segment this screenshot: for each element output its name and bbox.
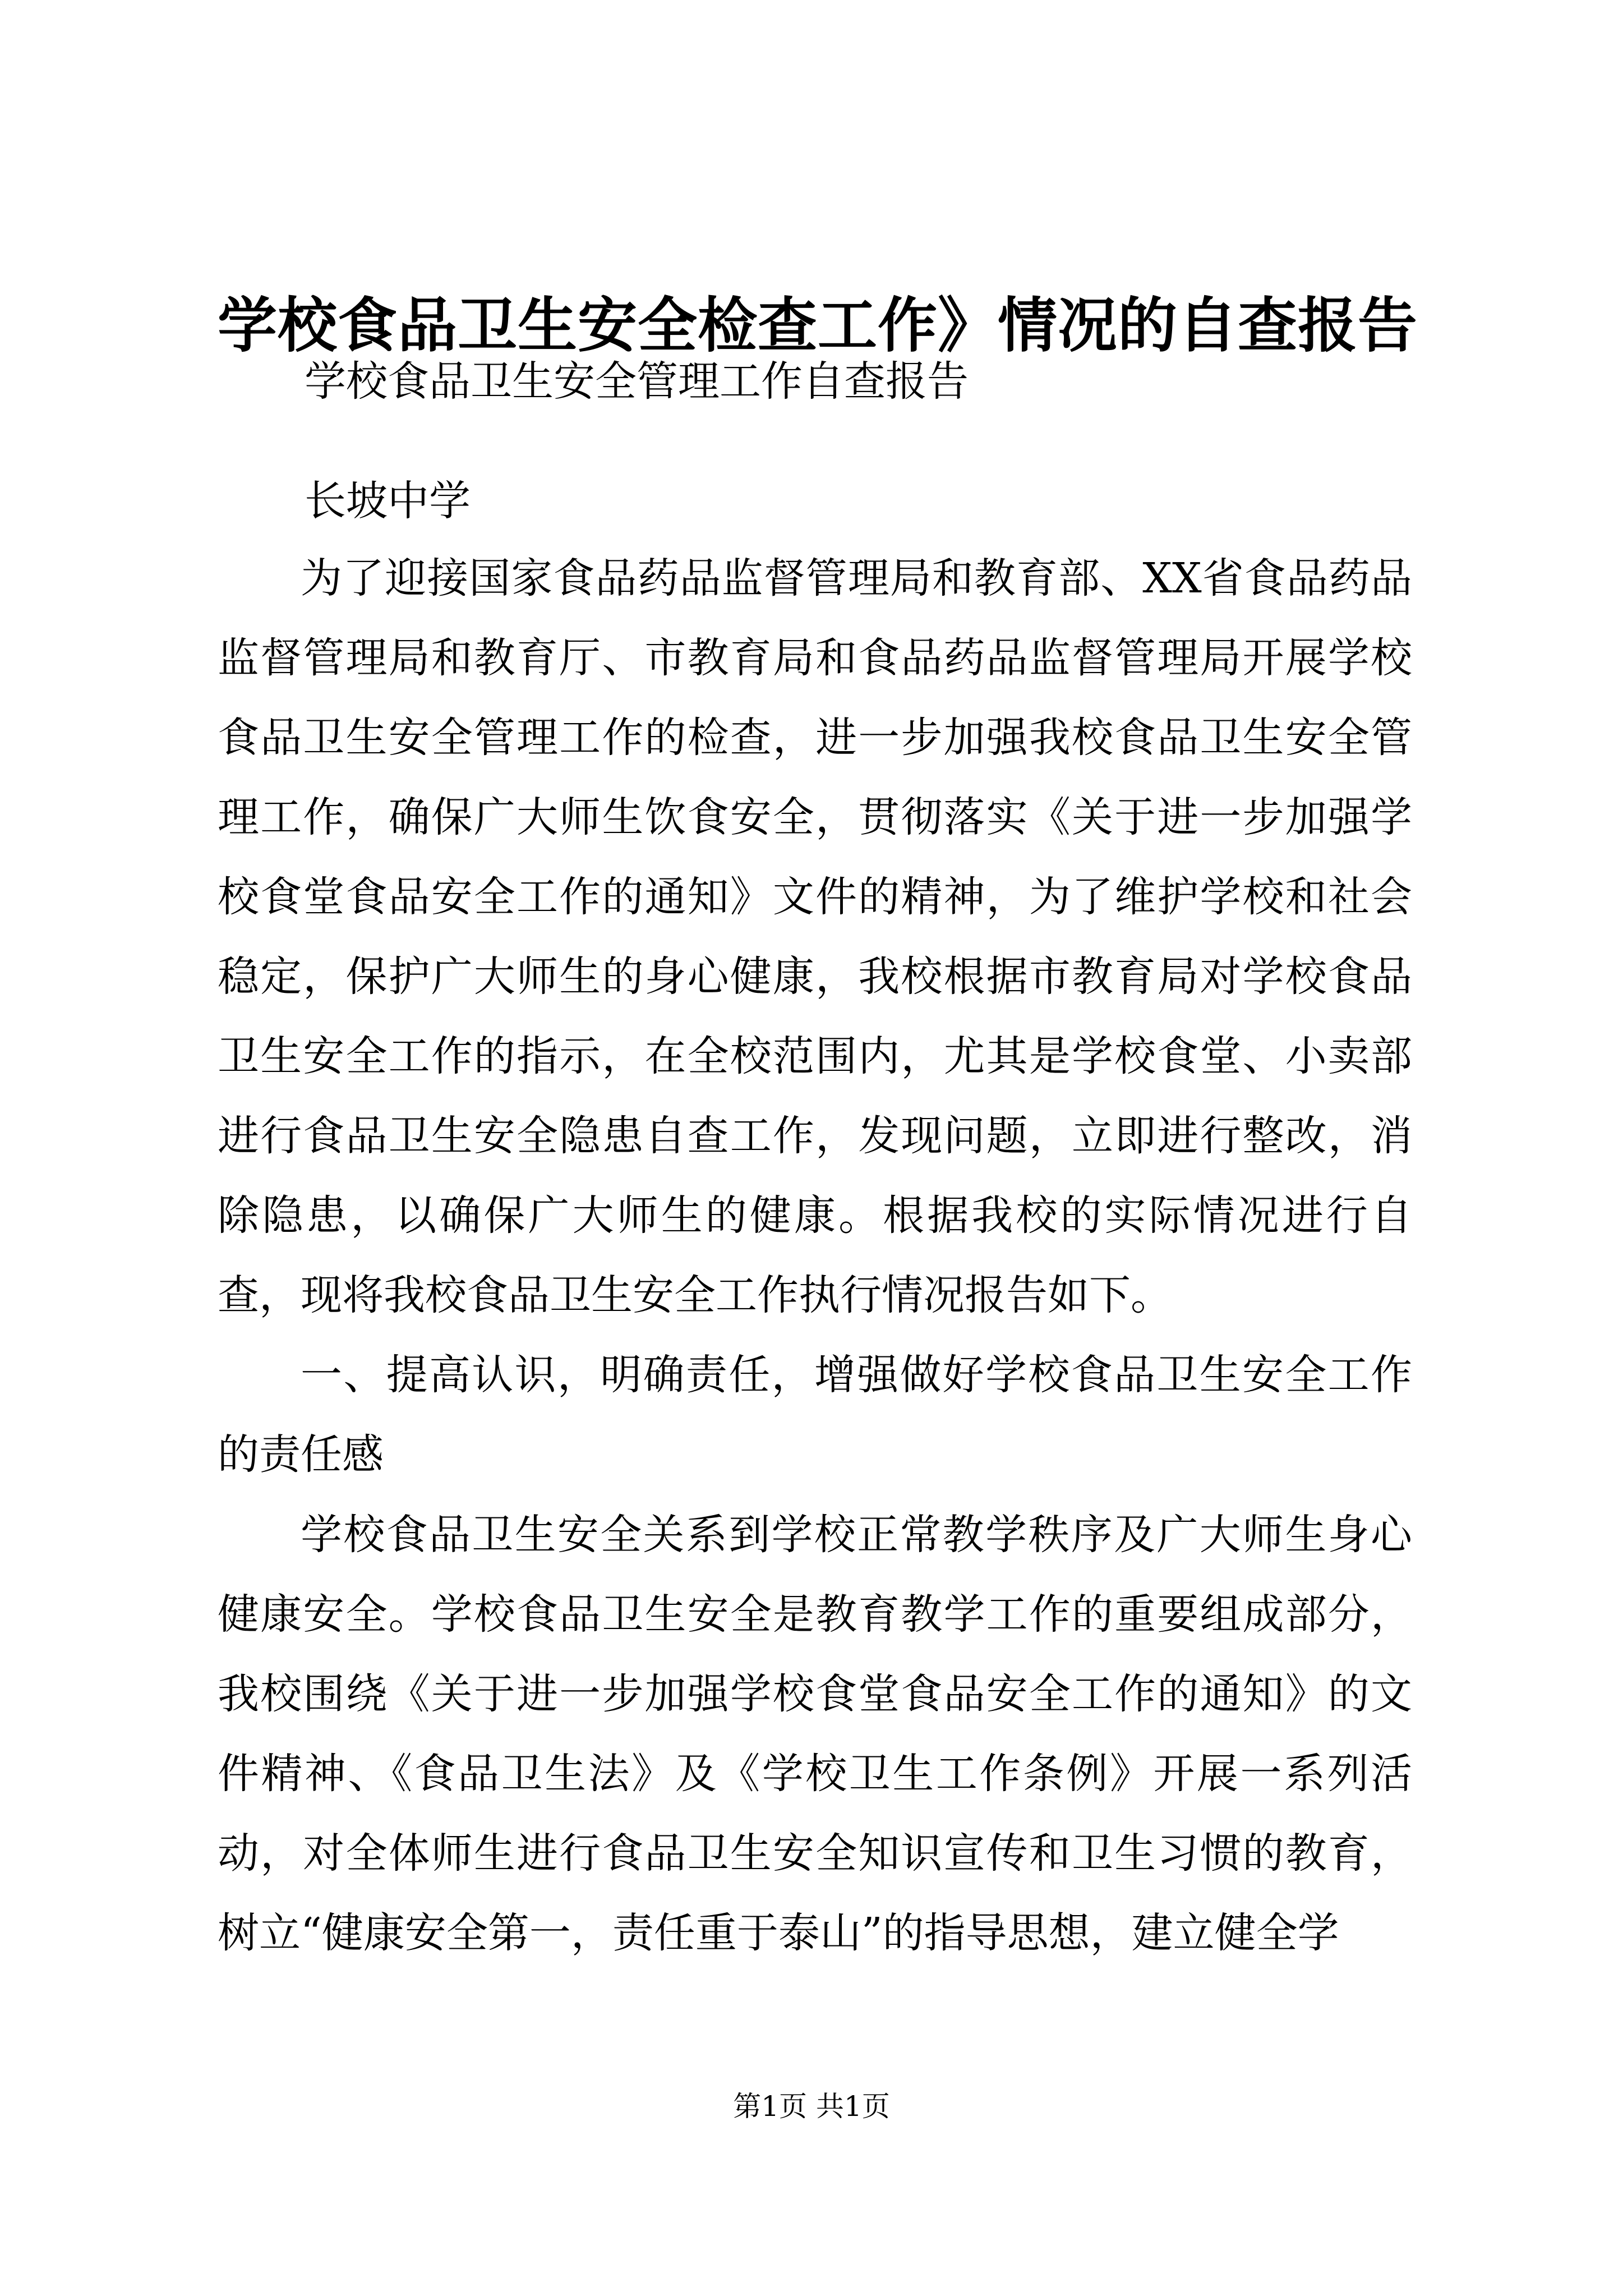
document-title: 学校食品卫生安全检查工作》情况的自查报告 <box>218 290 1418 360</box>
paragraph-section-1: 学校食品卫生安全关系到学校正常教学秩序及广大师生身心健康安全。学校食品卫生安全是教育教学工作的重要组成部分，我校围绕《关于进一步加强学校食堂食品安全工作的通知》的文件精神、《食品卫生法》及《学校卫生工作条例》开展一系列活动，对全体师生进行食品卫生安全知识宣传和卫生习惯的教育，树立“健康安全第一，责任重于泰山”的指导思想，建立健全学 <box>218 1511 1412 1957</box>
document-subtitle: 学校食品卫生安全管理工作自查报告 <box>305 357 969 406</box>
school-name: 长坡中学 <box>305 477 471 525</box>
paragraph-intro: 为了迎接国家食品药品监督管理局和教育部、XX省食品药品监督管理局和教育厅、市教育局和食品药品监督管理局开展学校食品卫生安全管理工作的检查，进一步加强我校食品卫生安全管理工作，确保广大师生饮食安全，贯彻落实《关于进一步加强学校食堂食品安全工作的通知》文件的精神，为了维护学校和社会稳定，保护广大师生的身心健康，我校根据市教育局对学校食品卫生安全工作的指示，在全校范围内，尤其是学校食堂、小卖部进行食品卫生安全隐患自查工作，发现问题，立即进行整改，消除隐患，以确保广大师生的健康。根据我校的实际情况进行自查，现将我校食品卫生安全工作执行情况报告如下。 <box>218 554 1412 1319</box>
section-heading-1: 一、提高认识，明确责任，增强做好学校食品卫生安全工作的责任感 <box>218 1351 1412 1479</box>
page-number-footer: 第1页 共1页 <box>733 2090 890 2123</box>
